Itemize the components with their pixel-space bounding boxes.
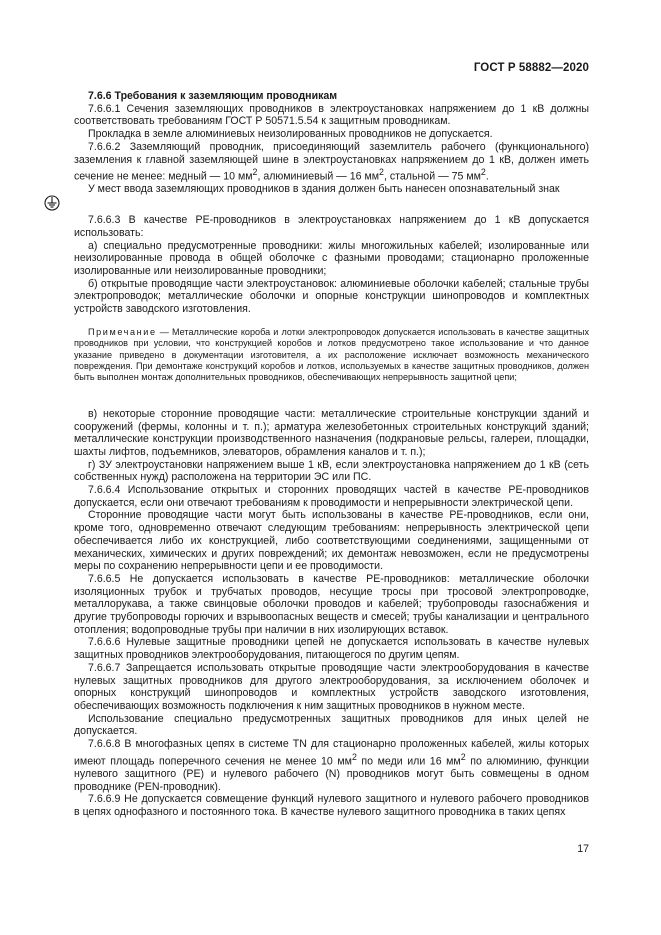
paragraph-7664: 7.6.6.4 Использование открытых и сторонних проводящих частей в качестве РЕ-проводников допускается, если они отвечают требованиям к проводимости и непрерывности электрической цепи. bbox=[74, 484, 589, 509]
paragraph-7668: 7.6.6.8 В многофазных цепях в системе TN для стационарно проложенных кабелей, жилы которых имеют площадь поперечного сечения не менее 10 $мм^2$ по меди или 16 $мм^2$ по алюминию, функции нулевого защитного (РЕ) и нулевого рабочего (N) проводников могут быть совмещены в одном проводнике (PEN-проводник). bbox=[74, 738, 589, 793]
list-item-b: б) открытые проводящие части электроустановок: алюминиевые оболочки кабелей; стальные трубы электропроводок; металлические оболочки и опорные конструкции шинопроводов и комплектных устройств заводского изготовления. bbox=[74, 277, 589, 316]
paragraph-7663: 7.6.6.3 В качестве РЕ-проводников в электроустановках напряжением до 1 кВ допускается использовать: bbox=[74, 214, 589, 239]
paragraph-7665: 7.6.6.5 Не допускается использовать в качестве РЕ-проводников: металлические оболочки изоляционных трубок и трубчатых проводов, несущие тросы при тросовой электропроводке, металлорукава, а также свинцовые оболочки проводов и кабелей; трубопроводы газоснабжения и другие трубопроводы горючих и взрывоопасных веществ и смесей; трубы канализации и центрального отопления; водопроводные трубы при наличии в них изолирующих вставок. bbox=[74, 572, 589, 636]
paragraph-ground-laying: Прокладка в земле алюминиевых неизолированных проводников не допускается. bbox=[88, 128, 493, 141]
note-text: Металлические короба и лотки электропроводок допускается использовать в качестве защитных проводников при условии, что конструкцией коробов и лотков предусмотрено такое использование и что данное указание приведено в документации изготовителя, а их расположение исключает возможность механического повреждения. При демонтаже конструкций коробов и лотков, используемых в качестве защитных проводников, должен быть выполнен монтаж дополнительных проводников, обеспечивающих непрерывность защитной цепи; bbox=[74, 326, 589, 383]
paragraph-7662: 7.6.6.2 Заземляющий проводник, присоединяющий заземлитель рабочего (функционального) заземления к главной заземляющей шине в электроустановках напряжением до 1 кВ, должен иметь сечение не менее: медный — 10 $мм^2$, алюминиевый — 16 $мм^2$, стальной — 75 $мм^2$. bbox=[74, 140, 589, 183]
standard-header: ГОСТ Р 58882—2020 bbox=[473, 62, 589, 74]
list-item-g: г) ЗУ электроустановки напряжением выше 1 кВ, если электроустановка напряжением до 1 кВ (сеть собственных нужд) расположена на территории ЭС или ПС. bbox=[74, 458, 589, 484]
paragraph-special-conductors: Использование специально предусмотренных защитных проводников для иных целей не допускается. bbox=[74, 712, 589, 738]
paragraph-identification-sign: У мест ввода заземляющих проводников в здания должен быть нанесен опознавательный знак bbox=[88, 183, 560, 196]
paragraph-7661: 7.6.6.1 Сечения заземляющих проводников в электроустановках напряжением до 1 кВ должны соответствовать требованиям ГОСТ Р 50571.5.54 к защитным проводникам. bbox=[74, 102, 589, 128]
section-title: 7.6.6 Требования к заземляющим проводникам bbox=[88, 90, 338, 102]
earth-ground-symbol-icon bbox=[44, 195, 60, 211]
paragraph-7669: 7.6.6.9 Не допускается совмещение функций нулевого защитного и нулевого рабочего проводников в цепях однофазного и постоянного тока. В качестве нулевого защитного проводника в таких цепях bbox=[74, 793, 589, 819]
earth-symbol-row bbox=[74, 196, 589, 214]
paragraph-external-parts: Сторонние проводящие части могут быть использованы в качестве РЕ-проводников, если они, кроме того, одновременно отвечают следующим требованиям: непрерывность электрической цепи обеспечивается либо их конструкцией, либо соответствующими соединениями, защищенными от механических, химических и других повреждений; их демонтаж невозможен, если не предусмотрены меры по сохранению непрерывности цепи и ее проводимости. bbox=[74, 509, 589, 573]
page-number: 17 bbox=[577, 843, 589, 855]
list-item-a: а) специально предусмотренные проводники: жилы многожильных кабелей; изолированные или неизолированные провода в общей оболочке с фазными проводами; стационарно проложенные изолированные или неизолированные проводники; bbox=[74, 239, 589, 277]
paragraph-7666: 7.6.6.6 Нулевые защитные проводники цепей не допускается использовать в качестве нулевых защитных проводников электрооборудования, питающегося по другим цепям. bbox=[74, 636, 589, 662]
page-content bbox=[74, 90, 589, 819]
note-label: Примечание bbox=[88, 326, 157, 337]
list-item-v: в) некоторые сторонние проводящие части: металлические строительные конструкции зданий и сооружений (фермы, колонны и т. п.); арматура железобетонных строительных конструкций зданий; металлические конструкции производственного назначения (подкрановые рельсы, галереи, площадки, шахты лифтов, подъемников, элеваторов, обрамления каналов и т. п.); bbox=[74, 407, 589, 458]
paragraph-7667: 7.6.6.7 Запрещается использовать открытые проводящие части электрооборудования в качестве нулевых защитных проводников для другого электрооборудования, за исключением оболочек и опорных конструкций шинопроводов и комплектных устройств заводского изготовления, обеспечивающих возможность подключения к ним защитных проводников в нужном месте. bbox=[74, 661, 589, 712]
note-paragraph: Примечание — Металлические короба и лотки электропроводок допускается использовать в качестве защитных проводников при условии, что конструкцией коробов и лотков предусмотрено такое использование и что данное указание приведено в документации изготовителя, а их расположение исключает возможность механического повреждения. При демонтаже конструкций коробов и лотков, используемых в качестве защитных проводников, должен быть выполнен монтаж дополнительных проводников, обеспечивающих непрерывность защитной цепи; bbox=[74, 326, 589, 383]
